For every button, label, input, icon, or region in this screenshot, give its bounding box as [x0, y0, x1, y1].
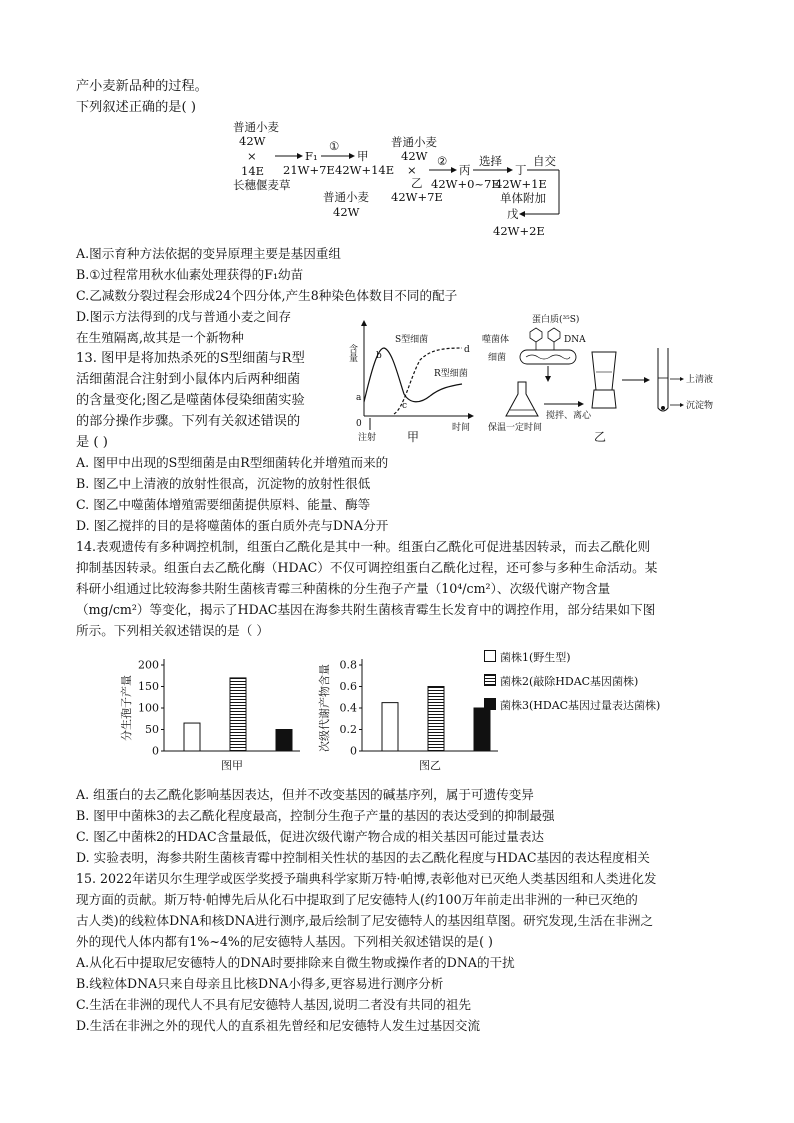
chart-legend	[484, 648, 660, 715]
dna-label: DNA	[564, 335, 586, 345]
q15-option-a: A.从化石中提取尼安德特人的DNA时要排除来自微生物或操作者的DNA的干扰	[76, 955, 515, 970]
cross-mark: ×	[247, 149, 257, 163]
origin-label: 0	[356, 419, 362, 429]
breeding-diagram	[225, 118, 565, 240]
x-axis-label: 时间	[452, 423, 471, 433]
q13-option-c: C. 图乙中噬菌体增殖需要细菌提供原料、能量、酶等	[76, 497, 371, 512]
q13-stem: 的部分操作步骤。下列有关叙述错误的	[76, 414, 301, 429]
arrow-head	[361, 320, 367, 326]
option-b: B.①过程常用秋水仙素处理获得的F₁幼苗	[76, 267, 304, 282]
selfing-label: 自交	[533, 154, 556, 168]
select-label: 选择	[479, 154, 502, 168]
option-d-cont: 在生殖隔离,故其是一个新物种	[76, 330, 244, 345]
q14-stem: 所示。下列相关叙述错误的是（ ）	[76, 623, 269, 638]
y-tick-label: 0.2	[339, 723, 357, 736]
fig13-yi-diagram	[470, 312, 720, 434]
fig13-jia-graph	[347, 318, 478, 443]
r-curve	[364, 348, 430, 402]
text-line: 产小麦新品种的过程。	[76, 79, 208, 94]
legend-item-2	[484, 672, 660, 691]
bar-series-1	[184, 723, 200, 751]
arrow-head	[519, 211, 525, 217]
step1-label: ①	[329, 139, 340, 153]
q14-stem: 14.表观遗传有多种调控机制，组蛋白乙酰化是其中一种。组蛋白乙酰化可促进基因转录，而去乙酰化则	[76, 539, 651, 554]
inject-label: 注射	[358, 433, 377, 443]
q15-stem: 现方面的贡献。斯万特·帕博先后从化石中提取到了尼安德特人(约100万年前走出非洲的一种已灭绝的	[76, 892, 638, 907]
jia-genome: 42W+14E	[335, 163, 395, 177]
p2-name: 长穗偃麦草	[233, 178, 291, 192]
phage-label: 噬菌体	[482, 335, 510, 345]
y-tick-label: 0	[350, 744, 357, 758]
question-stem: 下列叙述正确的是( )	[76, 100, 196, 115]
legend-item-3	[484, 696, 660, 715]
bacterium-dna-icon	[526, 355, 570, 359]
y-axis-label: 含量	[347, 344, 357, 362]
q15-stem: 外的现代人体内都有1%~4%的尼安德特人基因。下列相关叙述错误的是( )	[76, 934, 493, 949]
legend-swatch-2	[484, 674, 496, 686]
y-tick-label: 0.6	[339, 680, 357, 693]
y-tick-label: 0.4	[339, 701, 357, 715]
wu-genome: 42W+2E	[493, 224, 545, 238]
p3-genome: 42W	[401, 149, 428, 163]
flask-icon	[506, 382, 538, 416]
q13-stem: 的含量变化;图乙是噬菌体侵染细菌实验	[76, 393, 305, 408]
p1-genome: 42W	[239, 134, 266, 148]
q14-stem: （mg/cm²）等变化，揭示了HDAC基因在海参共附生菌核青霉生长发育中的调控作用，部分结果如下图	[76, 602, 656, 617]
p1-name: 普通小麦	[233, 120, 279, 134]
q13-option-d: D. 图乙搅拌的目的是将噬菌体的蛋白质外壳与DNA分开	[76, 518, 389, 533]
legend-label-2: 菌株2(敲除HDAC基因菌株)	[500, 675, 639, 688]
q14-stem: 科研小组通过比较海参共附生菌核青霉三种菌株的分生孢子产量（10⁴/cm²）、次级代谢产物含量	[76, 581, 611, 596]
q15-option-b: B.线粒体DNA只来自母亲且比核DNA小得多,更容易进行测序分析	[76, 976, 444, 991]
q13-option-b: B. 图乙中上清液的放射性很高，沉淀物的放射性很低	[76, 476, 371, 491]
jia-label: 甲	[357, 149, 369, 163]
q15-option-c: C.生活在非洲的现代人不具有尼安德特人基因,说明二者没有共同的祖先	[76, 997, 472, 1012]
f1-genome: 21W+7E	[283, 163, 335, 177]
step2-label: ②	[437, 154, 448, 168]
q15-stem: 古人类)的线粒体DNA和核DNA进行测序,最后绘制了尼安德特人的基因组草图。研究发现,生活在非洲之	[76, 913, 654, 928]
protein-label: 蛋白质(³⁵S)	[532, 315, 580, 325]
y-axis-label: 次级代谢产物含量	[318, 664, 331, 752]
y-tick-label: 100	[138, 701, 159, 715]
y-tick-label: 0.8	[339, 658, 357, 672]
q14-option-a: A. 组蛋白的去乙酰化影响基因表达，但并不改变基因的碱基序列，属于可遗传变异	[76, 787, 534, 802]
yi-label: 乙	[411, 176, 423, 190]
p3-name: 普通小麦	[391, 135, 437, 149]
bing-label: 丙	[459, 163, 471, 177]
bar-series-1	[382, 703, 398, 751]
stir-label: 搅拌、离心	[546, 411, 592, 421]
arrow-head	[680, 377, 684, 381]
y-tick-label: 0	[152, 744, 159, 758]
cross-mark: ×	[407, 163, 417, 177]
point-label: b	[376, 351, 382, 361]
q13-stem: 是 ( )	[76, 435, 108, 450]
supernatant-label: 上清液	[686, 375, 714, 385]
incubate-label: 保温一定时间	[488, 423, 543, 433]
y-tick-label: 50	[145, 723, 159, 736]
r-curve-label: R型细菌	[434, 369, 468, 379]
bar-chart-yi	[318, 645, 508, 775]
blender-icon	[592, 352, 616, 390]
bar-series-2	[230, 678, 246, 751]
legend-swatch-1	[484, 650, 496, 662]
bacteria-label: 细菌	[488, 353, 507, 363]
blender-base-icon	[592, 390, 616, 408]
point-label: d	[464, 345, 470, 355]
bar-series-2	[428, 687, 444, 752]
bacterium-icon	[520, 350, 576, 364]
p4-name: 普通小麦	[323, 190, 369, 204]
y-axis-label: 分生孢子产量	[120, 675, 133, 741]
arrow-head	[297, 153, 303, 159]
test-tube-icon	[658, 348, 668, 411]
q13-stem: 活细菌混合注射到小鼠体内后两种细菌	[76, 372, 301, 387]
arrow-head	[507, 167, 513, 173]
q13-stem: 13. 图甲是将加热杀死的S型细菌与R型	[76, 351, 305, 366]
point-label: a	[356, 393, 362, 403]
y-tick-label: 150	[138, 680, 159, 693]
option-c: C.乙减数分裂过程会形成24个四分体,产生8种染色体数目不同的配子	[76, 288, 458, 303]
bar-series-3	[276, 730, 292, 752]
arrow-head	[680, 403, 684, 407]
q14-option-c: C. 图乙中菌株2的HDAC含量最低，促进次级代谢产物合成的相关基因可能过量表达	[76, 829, 545, 844]
legend-item-1	[484, 648, 660, 667]
sediment-label: 沉淀物	[686, 401, 714, 411]
arrow-head	[545, 376, 551, 382]
arrow-head	[578, 401, 584, 407]
p4-genome: 42W	[333, 205, 360, 219]
option-a: A.图示育种方法依据的变异原理主要是基因重组	[76, 246, 341, 261]
arrow-head	[451, 167, 457, 173]
ding-genome: 42W+1E	[495, 177, 547, 191]
bar-chart-jia	[120, 645, 310, 775]
yi-genome: 42W+7E	[391, 190, 443, 204]
q14-option-d: D. 实验表明，海参共附生菌核青霉中控制相关性状的基因的去乙酰化程度与HDAC基因的表达程度相关	[76, 850, 650, 865]
ding-note: 单体附加	[500, 191, 546, 205]
q14-option-b: B. 图甲中菌株3的去乙酰化程度最高，控制分生孢子产量的基因的表达受到的抑制最强	[76, 808, 555, 823]
fig13-jia-caption: 甲	[407, 430, 420, 444]
q13-option-a: A. 图甲中出现的S型细菌是由R型细菌转化并增殖而来的	[76, 455, 389, 470]
arrow-head	[349, 153, 355, 159]
q14-stem: 抑制基因转录。组蛋白去乙酰化酶（HDAC）不仅可调控组蛋白乙酰化过程，还可参与多种生命活动。某	[76, 560, 658, 575]
bing-genome: 42W+0~7E	[431, 177, 500, 191]
p2-genome: 14E	[241, 164, 265, 178]
f1-label: F₁	[305, 149, 318, 163]
ding-label: 丁	[515, 163, 527, 177]
s-curve-label: S型细菌	[395, 335, 429, 345]
q15-option-d: D.生活在非洲之外的现代人的直系祖先曾经和尼安德特人发生过基因交流	[76, 1018, 481, 1033]
option-d: D.图示方法得到的戊与普通小麦之间存	[76, 309, 292, 324]
r-curve	[430, 384, 462, 396]
legend-label-1: 菌株1(野生型)	[500, 651, 571, 664]
point-label: c	[402, 401, 408, 411]
legend-swatch-3	[484, 698, 496, 710]
q15-stem: 15. 2022年诺贝尔生理学或医学奖授予瑞典科学家斯万特·帕博,表彰他对已灭绝人类基因组和人类进化发	[76, 871, 657, 886]
phage-head-icon	[548, 328, 560, 342]
sediment-dot-icon	[661, 406, 665, 410]
arrow-head	[644, 377, 650, 383]
chart-title: 图甲	[221, 759, 243, 772]
fig13-yi-caption: 乙	[594, 430, 607, 444]
y-tick-label: 200	[138, 658, 159, 672]
wu-label: 戊	[507, 207, 519, 221]
phage-head-icon	[530, 328, 542, 342]
chart-title: 图乙	[419, 759, 441, 772]
legend-label-3: 菌株3(HDAC基因过量表达菌株)	[500, 699, 661, 712]
